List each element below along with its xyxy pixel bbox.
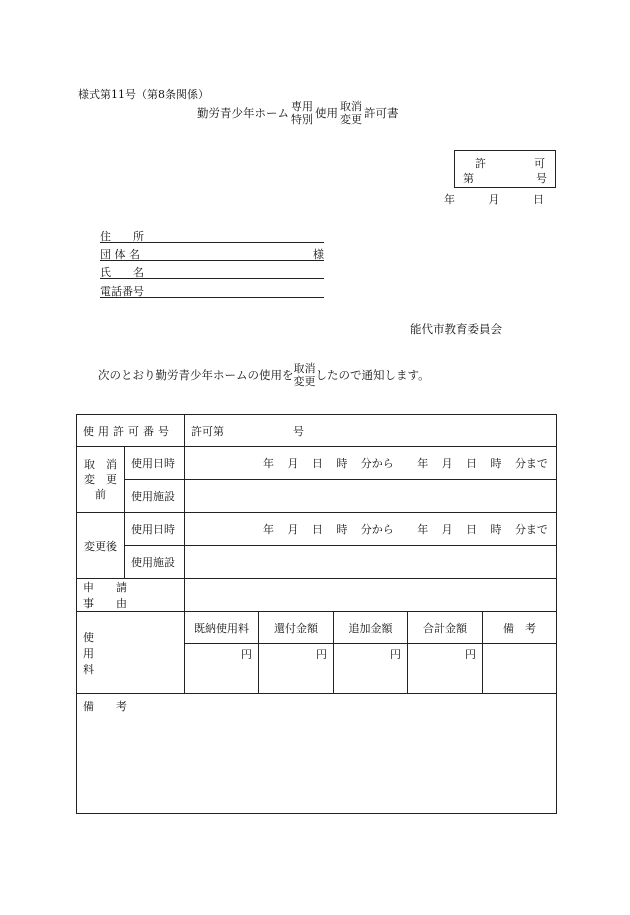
dt-month: 月 (287, 457, 299, 470)
fee-label-cell (77, 612, 185, 694)
fee-col-remarks: 備 考 (483, 612, 557, 644)
permit-box-label-1: 許 (475, 157, 486, 170)
before-use-facility-label: 使用施設 (125, 480, 185, 513)
permit-number-value-cell[interactable] (185, 415, 557, 447)
before-use-datetime-label: 使用日時 (125, 447, 185, 480)
dt-month-2: 月 (441, 523, 453, 536)
dt-from: 分から (360, 523, 394, 536)
after-change-label-cell (77, 513, 125, 579)
dt-from: 分から (360, 457, 394, 470)
dt-hour: 時 (336, 523, 348, 536)
after-change-label: 変更後 (84, 539, 117, 553)
dt-year-2: 年 (417, 457, 429, 470)
permit-box-go: 号 (536, 172, 547, 185)
title-suffix: 許可書 (364, 106, 399, 120)
before-label-change: 変 更 (84, 473, 117, 486)
dt-day-2: 日 (466, 457, 478, 470)
notice-prefix: 次のとおり勤労青少年ホームの使用を (98, 368, 294, 382)
after-datetime-cell[interactable] (185, 513, 557, 546)
after-datetime-fields (191, 521, 550, 537)
yen-unit: 円 (241, 648, 252, 661)
dt-to: 分まで (514, 457, 548, 470)
before-datetime-cell[interactable] (185, 447, 557, 480)
name-label: 氏 名 (100, 266, 144, 279)
reason-cell[interactable] (185, 579, 557, 612)
before-facility-cell[interactable] (185, 480, 557, 513)
address-field[interactable] (100, 228, 324, 243)
permit-number-suffix: 号 (293, 424, 304, 438)
title-option-cancel: 取消 (340, 100, 362, 113)
permit-number-label-cell (77, 415, 185, 447)
before-label-cancel: 取 消 (84, 458, 117, 471)
fee-label: 使用料 (83, 630, 134, 676)
notice-text (98, 362, 430, 388)
date-month: 月 (488, 193, 500, 206)
notice-option-cancel: 取消 (293, 362, 316, 375)
dt-day: 日 (311, 457, 323, 470)
dt-month: 月 (287, 523, 299, 536)
issue-date (444, 191, 544, 207)
group-name-label: 団 体 名 (100, 248, 140, 261)
dt-day-2: 日 (466, 523, 478, 536)
form-number: 様式第11号（第8条関係） (78, 88, 209, 101)
dt-hour-2: 時 (490, 523, 502, 536)
fee-paid-cell[interactable] (185, 644, 259, 694)
fee-total-cell[interactable] (408, 644, 483, 694)
notice-option (294, 362, 316, 388)
dt-year: 年 (263, 457, 274, 470)
row-reason (77, 579, 557, 612)
issuer-name: 能代市教育委員会 (410, 322, 502, 336)
reason-label-cell (77, 579, 185, 612)
before-label-mae: 前 (95, 488, 106, 501)
dt-year-2: 年 (417, 523, 429, 536)
title-mid: 使用 (315, 106, 338, 120)
phone-field[interactable] (100, 283, 324, 298)
title-option-1 (290, 100, 314, 126)
phone-label: 電話番号 (100, 285, 144, 298)
yen-unit: 円 (390, 648, 401, 661)
title-option-dedicated: 専用 (291, 100, 313, 113)
dt-hour-2: 時 (490, 457, 502, 470)
group-name-suffix: 様 (313, 248, 324, 261)
permit-details-table (76, 414, 557, 814)
after-facility-cell[interactable] (185, 546, 557, 579)
remarks-cell[interactable] (77, 694, 557, 814)
row-permit-number (77, 415, 557, 447)
fee-col-paid: 既納使用料 (185, 612, 259, 644)
dt-month-2: 月 (441, 457, 453, 470)
before-datetime-fields (191, 455, 550, 471)
date-day: 日 (533, 193, 544, 206)
row-before-datetime (77, 447, 557, 480)
row-after-facility (77, 546, 557, 579)
title-prefix: 勤労青少年ホーム (197, 106, 289, 120)
row-fee-headers (77, 612, 557, 644)
row-before-facility (77, 480, 557, 513)
row-after-datetime (77, 513, 557, 546)
dt-year: 年 (263, 523, 274, 536)
permit-number-prefix: 許可第 (191, 424, 224, 438)
title-option-special: 特別 (291, 113, 313, 126)
address-label: 住 所 (100, 230, 144, 243)
yen-unit: 円 (465, 648, 476, 661)
reason-label: 申請事由 (83, 581, 149, 610)
permit-box-label-2: 可 (534, 157, 545, 170)
name-field[interactable] (100, 264, 324, 279)
dt-day: 日 (311, 523, 323, 536)
date-year: 年 (444, 193, 455, 206)
title-option-change: 変更 (340, 113, 362, 126)
notice-option-change: 変更 (293, 375, 316, 388)
permit-box-dai: 第 (463, 172, 474, 185)
dt-to: 分まで (514, 523, 548, 536)
document-title (196, 100, 400, 126)
after-use-facility-label: 使用施設 (125, 546, 185, 579)
before-change-label-cell (77, 447, 125, 513)
group-name-field[interactable] (100, 246, 324, 261)
after-use-datetime-label: 使用日時 (125, 513, 185, 546)
fee-col-total: 合計金額 (408, 612, 483, 644)
remarks-label: 備 考 (83, 700, 127, 713)
permit-number-label: 使用許可番号 (83, 424, 173, 438)
fee-col-additional: 追加金額 (334, 612, 408, 644)
dt-hour: 時 (336, 457, 348, 470)
fee-col-refund: 還付金額 (259, 612, 334, 644)
title-option-2 (339, 100, 363, 126)
fee-additional-cell[interactable] (334, 644, 408, 694)
notice-suffix: したので通知します。 (315, 368, 430, 382)
permit-number-box (454, 150, 556, 188)
fee-refund-cell[interactable] (259, 644, 334, 694)
fee-remarks-cell[interactable] (483, 644, 557, 694)
yen-unit: 円 (316, 648, 327, 661)
row-remarks (77, 694, 557, 814)
